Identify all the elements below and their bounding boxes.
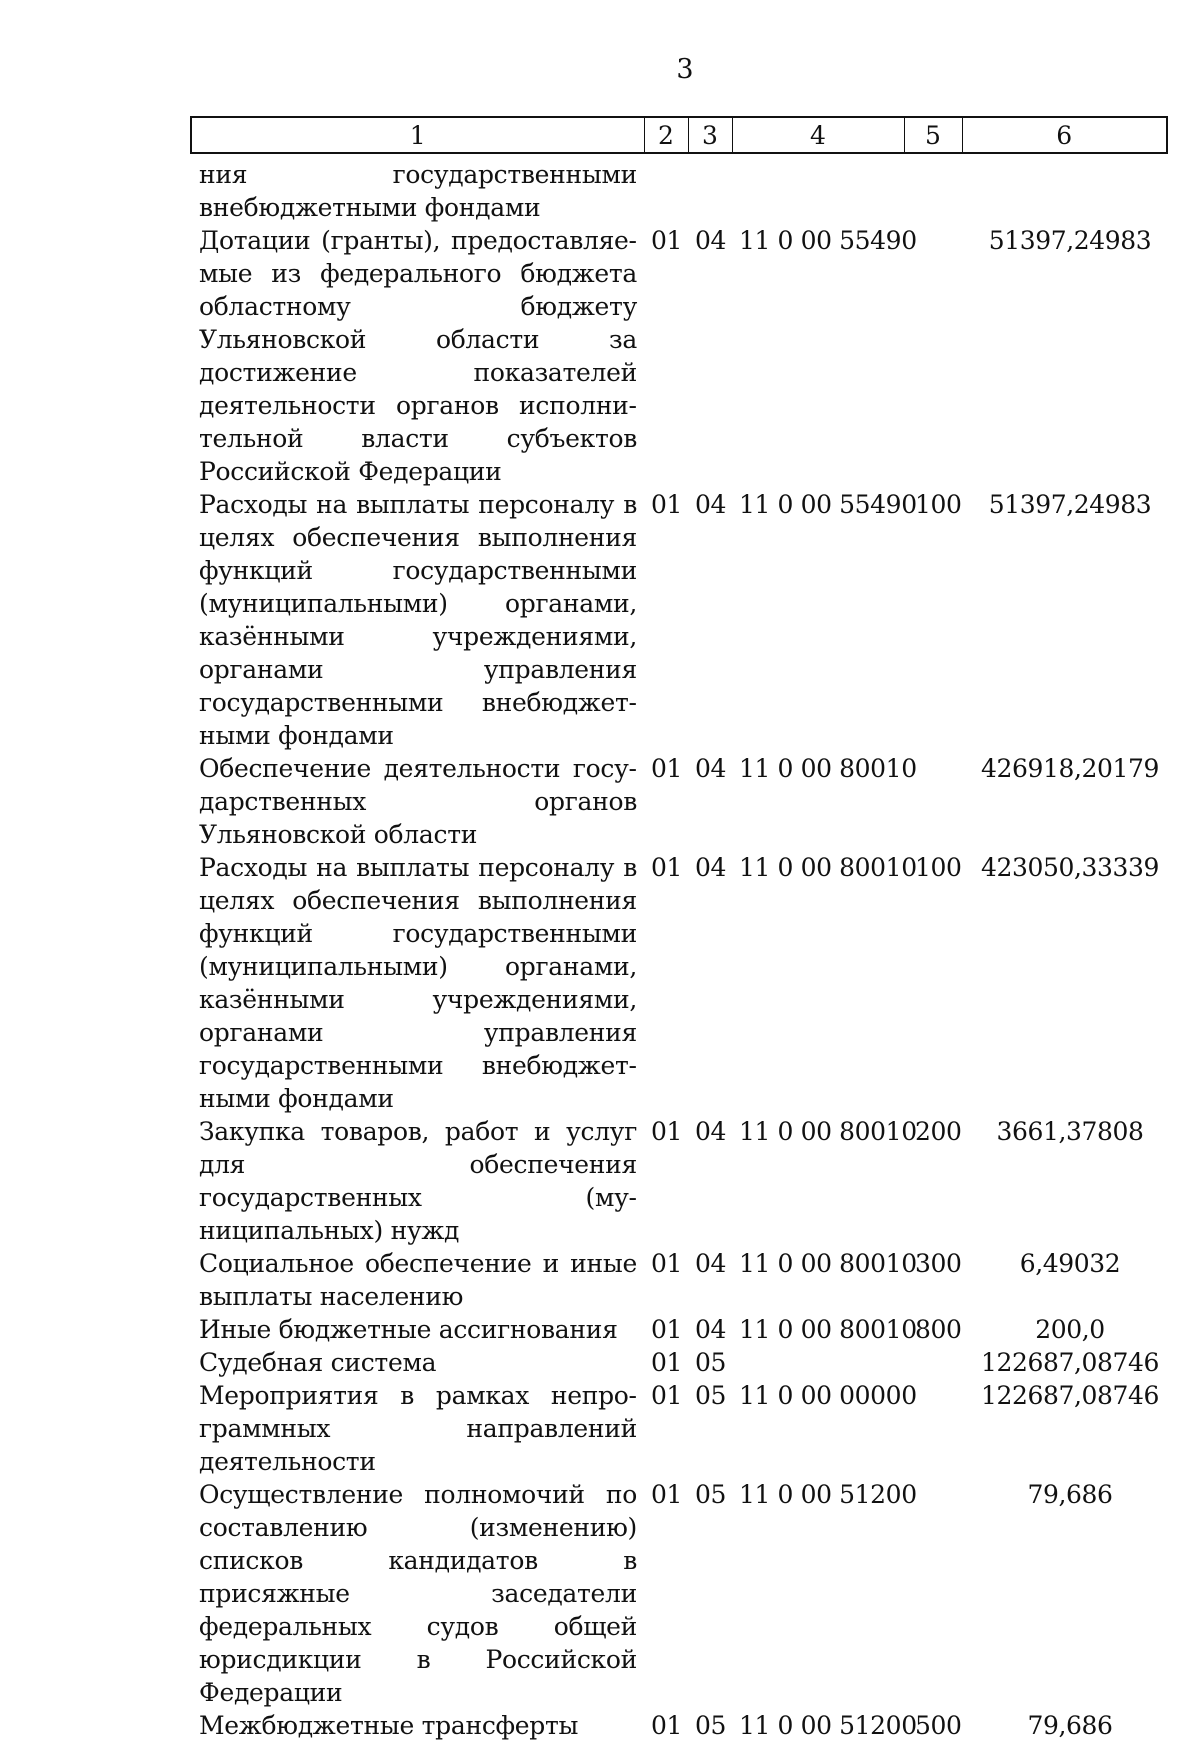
- row-section: 01: [651, 226, 683, 255]
- row-subsection: 04: [695, 754, 727, 783]
- row-subsection: 05: [695, 1381, 727, 1410]
- row-subsection: 04: [695, 226, 727, 255]
- row-amount: 79,686: [1027, 1480, 1113, 1509]
- row-section: 01: [651, 1117, 683, 1146]
- row-subsection: 04: [695, 490, 727, 519]
- row-section: 01: [651, 1249, 683, 1278]
- row-subsection: 04: [695, 853, 727, 882]
- page-number: 3: [676, 54, 694, 85]
- table-row: [199, 488, 1164, 752]
- row-subsection: 05: [695, 1348, 727, 1377]
- row-amount: 423050,33339: [980, 853, 1160, 882]
- row-section: 01: [651, 754, 683, 783]
- row-description: Иные бюджетные ассигнования: [199, 1315, 618, 1344]
- row-target-article: 11 0 00 80010: [739, 1315, 917, 1344]
- table-row: [199, 752, 1164, 851]
- header-col-4: 4: [732, 117, 904, 153]
- row-subsection: 05: [695, 1480, 727, 1509]
- row-amount: 122687,08746: [980, 1348, 1160, 1377]
- row-section: 01: [651, 490, 683, 519]
- table-row: [199, 1346, 1164, 1379]
- row-description: Осуществление полномочий по составлению (изменению) списков кандидатов в присяжные заседатели федеральных судов общей юрисдикции в Российской Федерации: [199, 1480, 637, 1707]
- row-description: Межбюджетные трансферты: [199, 1711, 579, 1740]
- header-col-3: 3: [688, 117, 732, 153]
- row-target-article: 11 0 00 80010: [739, 853, 917, 882]
- row-amount: 51397,24983: [988, 226, 1152, 255]
- row-description: Социальное обеспечение и иные выплаты населению: [199, 1249, 637, 1311]
- row-amount: 51397,24983: [988, 490, 1152, 519]
- row-expense-type: 100: [915, 853, 962, 882]
- table-row: [199, 1478, 1164, 1709]
- row-expense-type: 800: [915, 1315, 962, 1344]
- row-description: Обеспечение деятельности государственных органов Ульяновской области: [199, 754, 637, 849]
- table-row: [199, 1247, 1164, 1313]
- header-col-2: 2: [644, 117, 688, 153]
- table-row: [199, 851, 1164, 1115]
- row-section: 01: [651, 1348, 683, 1377]
- header-col-6: 6: [962, 117, 1167, 153]
- row-amount: 79,686: [1027, 1711, 1113, 1740]
- row-target-article: 11 0 00 55490: [739, 490, 917, 519]
- row-target-article: 11 0 00 51200: [739, 1711, 917, 1740]
- header-col-5: 5: [904, 117, 962, 153]
- row-target-article: 11 0 00 80010: [739, 1249, 917, 1278]
- table-row: [199, 1115, 1164, 1247]
- row-section: 01: [651, 1480, 683, 1509]
- row-amount: 6,49032: [1019, 1249, 1121, 1278]
- row-target-article: 11 0 00 55490: [739, 226, 917, 255]
- row-target-article: 11 0 00 80010: [739, 1117, 917, 1146]
- table-row: [199, 1709, 1164, 1742]
- row-amount: 426918,20179: [980, 754, 1160, 783]
- table-header: [190, 116, 1168, 154]
- row-section: 01: [651, 1711, 683, 1740]
- row-description: Мероприятия в рамках непрограммных направлений деятельности: [199, 1381, 637, 1476]
- row-amount: 122687,08746: [980, 1381, 1160, 1410]
- row-subsection: 04: [695, 1117, 727, 1146]
- row-section: 01: [651, 1315, 683, 1344]
- row-amount: 3661,37808: [996, 1117, 1144, 1146]
- row-description: Закупка товаров, работ и услуг для обеспечения государственных (муниципальных) нужд: [199, 1117, 637, 1245]
- row-expense-type: 200: [915, 1117, 962, 1146]
- table-row: [199, 224, 1164, 488]
- table-row: [199, 158, 1164, 224]
- row-expense-type: 100: [915, 490, 962, 519]
- row-description: Расходы на выплаты персоналу в целях обеспечения выполнения функций государственными (муниципальными) органами, казёнными учреждениями, органами управления государственными внебюджетными фондами: [199, 490, 637, 750]
- row-subsection: 05: [695, 1711, 727, 1740]
- row-section: 01: [651, 853, 683, 882]
- row-description: Дотации (гранты), предоставляемые из федерального бюджета областному бюджету Ульяновской области за достижение показателей деятельности органов исполнительной власти субъектов Российской Федерации: [199, 226, 637, 486]
- row-target-article: 11 0 00 80010: [739, 754, 917, 783]
- row-target-article: 11 0 00 51200: [739, 1480, 917, 1509]
- table-body: [199, 158, 1164, 1742]
- row-description: Судебная система: [199, 1348, 437, 1377]
- header-row: [191, 117, 1167, 153]
- row-subsection: 04: [695, 1249, 727, 1278]
- row-target-article: 11 0 00 00000: [739, 1381, 917, 1410]
- row-description: Расходы на выплаты персоналу в целях обеспечения выполнения функций государственными (муниципальными) органами, казёнными учреждениями, органами управления государственными внебюджетными фондами: [199, 853, 637, 1113]
- table-row: [199, 1313, 1164, 1346]
- row-expense-type: 500: [915, 1711, 962, 1740]
- row-description: ния государственными внебюджетными фондами: [199, 160, 637, 222]
- row-expense-type: 300: [915, 1249, 962, 1278]
- row-amount: 200,0: [1035, 1315, 1105, 1344]
- row-subsection: 04: [695, 1315, 727, 1344]
- header-col-1: 1: [191, 117, 644, 153]
- row-section: 01: [651, 1381, 683, 1410]
- table-row: [199, 1379, 1164, 1478]
